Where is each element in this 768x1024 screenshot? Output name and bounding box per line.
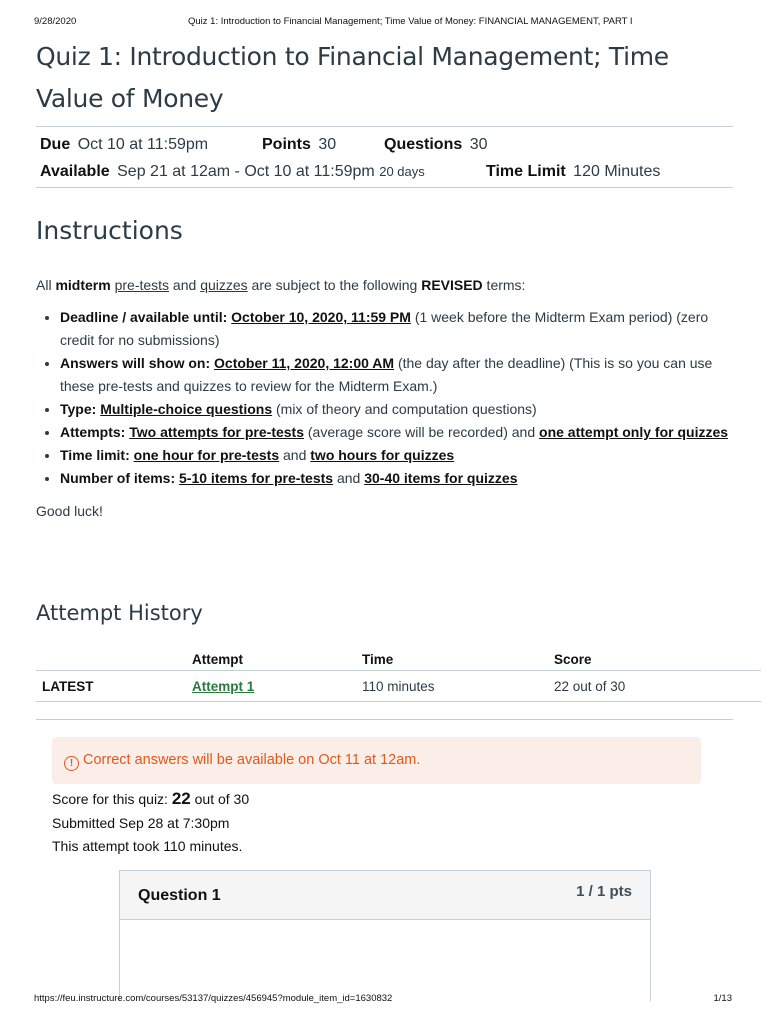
score-value: 22 (171, 789, 191, 808)
correct-answers-alert (52, 737, 701, 784)
attempt-history-table (36, 642, 761, 702)
score-cell: 22 out of 30 (548, 671, 761, 702)
divider (36, 719, 733, 720)
due-value: Oct 10 at 11:59pm (77, 136, 209, 153)
column-header (36, 642, 186, 671)
intro-bold-midterm: midterm (55, 277, 111, 293)
term-value: one hour for pre-tests (133, 447, 280, 463)
column-header-time: Time (356, 642, 548, 671)
intro-text: are subject to the following (247, 277, 422, 293)
term-label: Answers will show on: (60, 355, 211, 371)
list-item (60, 467, 733, 490)
term-value-2: one attempt only for quizzes (539, 424, 729, 440)
available-label: Available (40, 163, 110, 180)
term-value: 5-10 items for pre-tests (179, 470, 334, 486)
question-title: Question 1 (138, 887, 221, 904)
time-cell: 110 minutes (356, 671, 548, 702)
instructions-heading: Instructions (36, 216, 183, 245)
questions-label: Questions (384, 136, 463, 153)
quiz-page (36, 36, 733, 904)
column-header-attempt: Attempt (186, 642, 356, 671)
term-value-2: 30-40 items for quizzes (364, 470, 518, 486)
print-page-number: 1/13 (713, 993, 732, 1004)
time-limit-value: 120 Minutes (573, 163, 661, 180)
print-date: 9/28/2020 (34, 16, 77, 27)
question-points: 1 / 1 pts (576, 883, 632, 900)
print-url: https://feu.instructure.com/courses/53137/quizzes/456945?module_item_id=1630832 (34, 993, 393, 1004)
term-value-2: two hours for quizzes (310, 447, 455, 463)
table-header-row (36, 642, 761, 671)
duration-line: This attempt took 110 minutes. (52, 838, 243, 854)
due-label: Due (40, 136, 71, 153)
latest-tag: LATEST (36, 671, 186, 702)
term-rest: and (279, 447, 311, 463)
attempt-1-link[interactable]: Attempt 1 (192, 678, 255, 694)
term-value: October 11, 2020, 12:00 AM (214, 355, 395, 371)
score-line (52, 787, 249, 812)
question-header (120, 871, 650, 920)
column-header-score: Score (548, 642, 761, 671)
details-row-1 (40, 136, 488, 154)
score-prefix: Score for this quiz: (52, 791, 172, 807)
instructions-body (36, 274, 733, 523)
list-item (60, 421, 733, 444)
list-item (60, 306, 733, 352)
term-label: Number of items: (60, 470, 176, 486)
list-item (60, 352, 733, 398)
page-title: Quiz 1: Introduction to Financial Management; Time Value of Money (36, 42, 669, 113)
questions-value: 30 (469, 136, 488, 153)
attempt-history-heading: Attempt History (36, 601, 203, 625)
term-rest: (the day after the deadline) (This is so you can use these pre-tests and quizzes to review for the Midterm Exam.) (60, 355, 713, 394)
score-suffix: out of 30 (190, 791, 250, 807)
term-rest: (mix of theory and computation questions) (272, 401, 537, 417)
details-row-2 (40, 163, 661, 181)
term-rest: and (333, 470, 365, 486)
alert-text: Correct answers will be available on Oct 11 at 12am. (83, 752, 421, 768)
term-value: Two attempts for pre-tests (129, 424, 304, 440)
intro-bold-revised: REVISED (421, 277, 483, 293)
instructions-intro (36, 274, 733, 297)
term-label: Type: (60, 401, 97, 417)
list-item (60, 444, 733, 467)
quiz-details (36, 127, 733, 187)
warning-icon: ! (64, 756, 79, 771)
term-rest: (1 week before the Midterm Exam period) (zero credit for no submissions) (60, 309, 709, 348)
points-value: 30 (318, 136, 337, 153)
term-rest: (average score will be recorded) and (304, 424, 540, 440)
term-label: Attempts: (60, 424, 126, 440)
term-label: Time limit: (60, 447, 130, 463)
question-card (119, 870, 651, 1001)
intro-underline-pretests: pre-tests (114, 277, 170, 293)
divider (36, 187, 733, 188)
terms-list (36, 306, 733, 490)
time-limit-label: Time Limit (486, 163, 566, 180)
closing-text: Good luck! (36, 503, 103, 519)
intro-underline-quizzes: quizzes (200, 277, 248, 293)
attempt-cell (186, 671, 356, 702)
submitted-line: Submitted Sep 28 at 7:30pm (52, 814, 230, 831)
points-label: Points (262, 136, 311, 153)
print-doc-title: Quiz 1: Introduction to Financial Management; Time Value of Money: FINANCIAL MANAGEMENT, PART I (188, 16, 633, 27)
intro-text: and (169, 277, 201, 293)
term-label: Deadline / available until: (60, 309, 228, 325)
table-row (36, 671, 761, 702)
intro-text: All (36, 277, 56, 293)
intro-text: terms: (482, 277, 526, 293)
quiz-result-summary (52, 787, 249, 859)
available-value: Sep 21 at 12am - Oct 10 at 11:59pm (117, 163, 375, 180)
term-value: Multiple-choice questions (100, 401, 273, 417)
term-value: October 10, 2020, 11:59 PM (231, 309, 411, 325)
available-days: 20 days (379, 164, 425, 179)
list-item (60, 398, 733, 421)
